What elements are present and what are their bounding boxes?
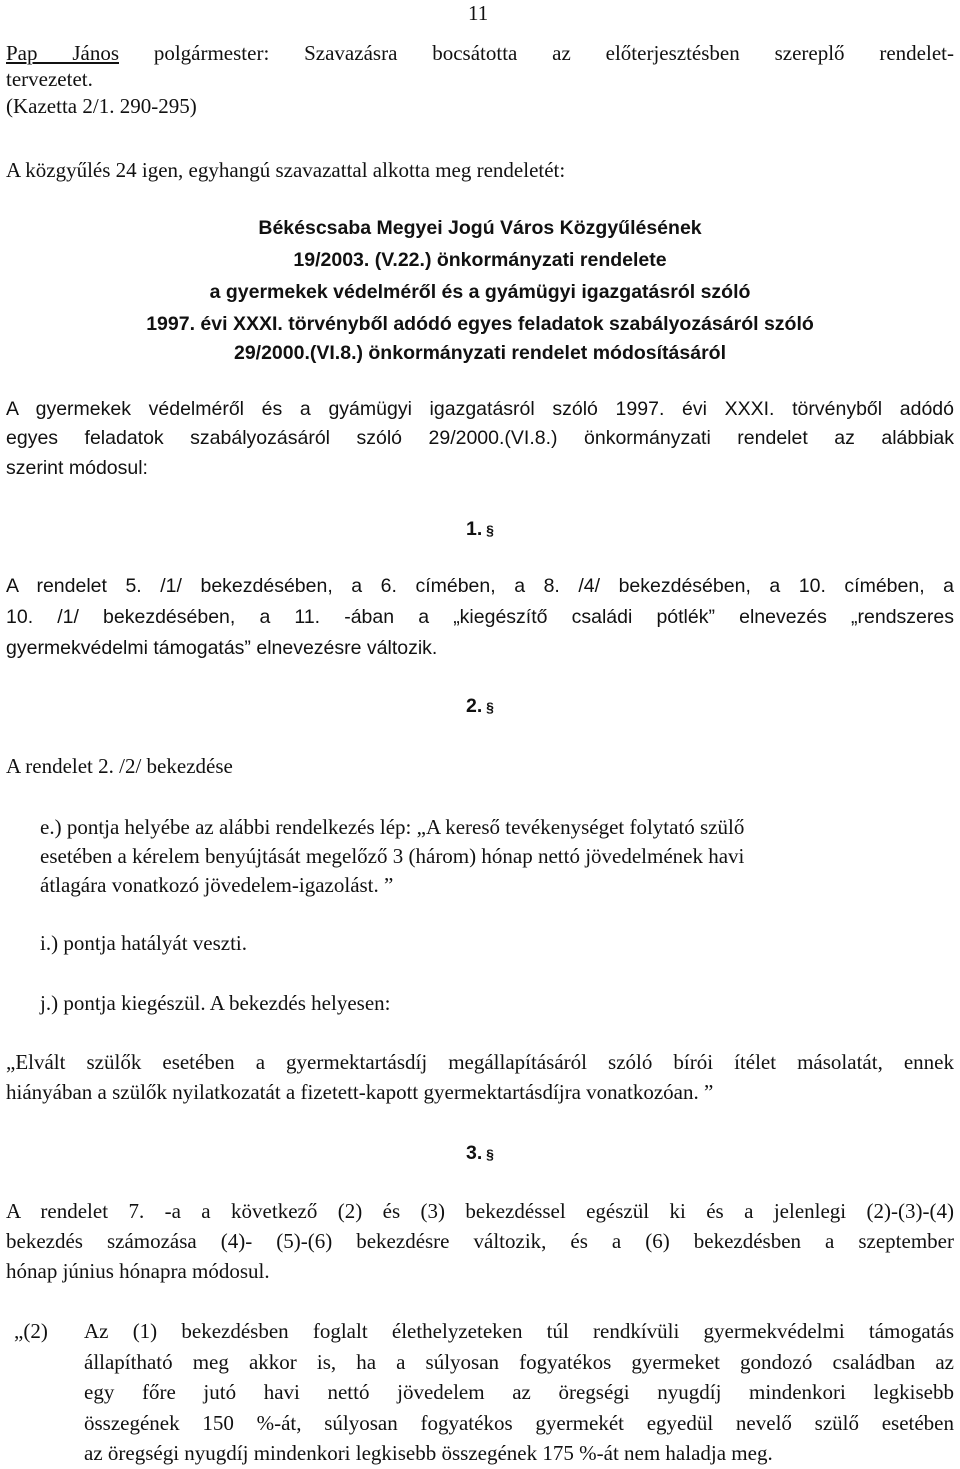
section-3-line: A rendelet 7. -a a következő (2) és (3) bekezdéssel egészül ki és a jelenlegi (2)-(3)-(4): [6, 1199, 954, 1223]
decree-title-line: 19/2003. (V.22.) önkormányzati rendelete: [293, 249, 667, 271]
item-e-line: átlagára vonatkozó jövedelem-igazolást. ”: [40, 873, 394, 897]
paragraph-2-line: állapítható meg akkor is, ha a súlyosan fogyatékos gyermeket gondozó családban az: [84, 1349, 954, 1374]
paragraph-2-line: összegének 150 %-át, súlyosan fogyatékos gyermekét egyedül nevelő szülő esetében: [84, 1410, 954, 1435]
paragraph-2-line: az öregségi nyugdíj mindenkori legkisebb összegének 175 %-át nem haladja meg.: [84, 1441, 773, 1465]
preamble-line: A gyermekek védelméről és a gyámügyi igazgatásról szóló 1997. évi XXXI. törvényből adódó: [6, 398, 954, 420]
section-2-number: 2.: [466, 695, 483, 717]
vote-line: A közgyűlés 24 igen, egyhangú szavazattal alkotta meg rendeletét:: [6, 158, 566, 182]
cassette-reference: (Kazetta 2/1. 290-295): [6, 94, 197, 118]
paragraph-2-line: Az (1) bekezdésben foglalt élethelyzeteken túl rendkívüli gyermekvédelmi támogatás: [84, 1319, 954, 1343]
section-1-line: gyermekvédelmi támogatás” elnevezésre változik.: [6, 637, 438, 659]
item-e-line: e.) pontja helyébe az alábbi rendelkezés lép: „A kereső tevékenységet folytató szülő: [40, 815, 745, 839]
section-3-line: hónap június hónapra módosul.: [6, 1259, 270, 1283]
decree-title-line: Békéscsaba Megyei Jogú Város Közgyűlésének: [258, 217, 702, 239]
quote-line: hiányában a szülők nyilatkozatát a fizetett-kapott gyermektartásdíjra vonatkozóan. ”: [6, 1080, 714, 1104]
paragraph-2-line: egy főre jutó havi nettó jövedelem az öregségi nyugdíj mindenkori legkisebb: [84, 1380, 954, 1404]
section-3-number: 3.: [466, 1142, 483, 1164]
section-1-line: 10. /1/ bekezdésében, a 11. -ában a „kiegészítő családi pótlék” elnevezés „rendszeres: [6, 606, 954, 628]
section-3-heading: 3. §: [466, 1142, 494, 1164]
preamble-line: szerint módosul:: [6, 457, 148, 479]
section-2-heading: 2. §: [466, 695, 494, 717]
section-1-number: 1.: [466, 518, 483, 540]
paragraph-2: [84, 1316, 954, 1469]
item-e-line: esetében a kérelem benyújtását megelőző 3 (három) hónap nettó jövedelmének havi: [40, 844, 745, 868]
page-number: 11: [468, 1, 489, 25]
quote-line: „Elvált szülők esetében a gyermektartásdíj megállapításáról szóló bírói ítélet másolatát, ennek: [6, 1050, 954, 1074]
item-i: i.) pontja hatályát veszti.: [40, 931, 248, 955]
decree-title-line: a gyermekek védelméről és a gyámügyi igazgatásról szóló: [209, 281, 751, 303]
preamble-line: egyes feladatok szabályozásáról szóló 29/2000.(VI.8.) önkormányzati rendelet az alábbiak: [6, 427, 954, 449]
intro-line-1: [6, 40, 954, 66]
intro-line-1-text: polgármester: Szavazásra bocsátotta az előterjesztésben szereplő rendelet-: [119, 41, 954, 65]
decree-title-line: 1997. évi XXXI. törvényből adódó egyes feladatok szabályozásáról szóló: [146, 313, 814, 335]
paragraph-2-label: „(2): [14, 1319, 48, 1343]
section-2-reference: A rendelet 2. /2/ bekezdése: [6, 754, 233, 778]
section-1-heading: 1. §: [466, 518, 494, 540]
item-j: j.) pontja kiegészül. A bekezdés helyesen:: [40, 991, 391, 1015]
speaker-name: Pap János: [6, 41, 119, 65]
intro-line-2: tervezetet.: [6, 67, 93, 91]
decree-title-line: 29/2000.(VI.8.) önkormányzati rendelet módosításáról: [233, 342, 726, 364]
section-1-line: A rendelet 5. /1/ bekezdésében, a 6. címében, a 8. /4/ bekezdésében, a 10. címében, a: [6, 575, 954, 597]
section-3-line: bekezdés számozása (4)- (5)-(6) bekezdésre változik, és a (6) bekezdésben a szeptember: [6, 1229, 954, 1253]
